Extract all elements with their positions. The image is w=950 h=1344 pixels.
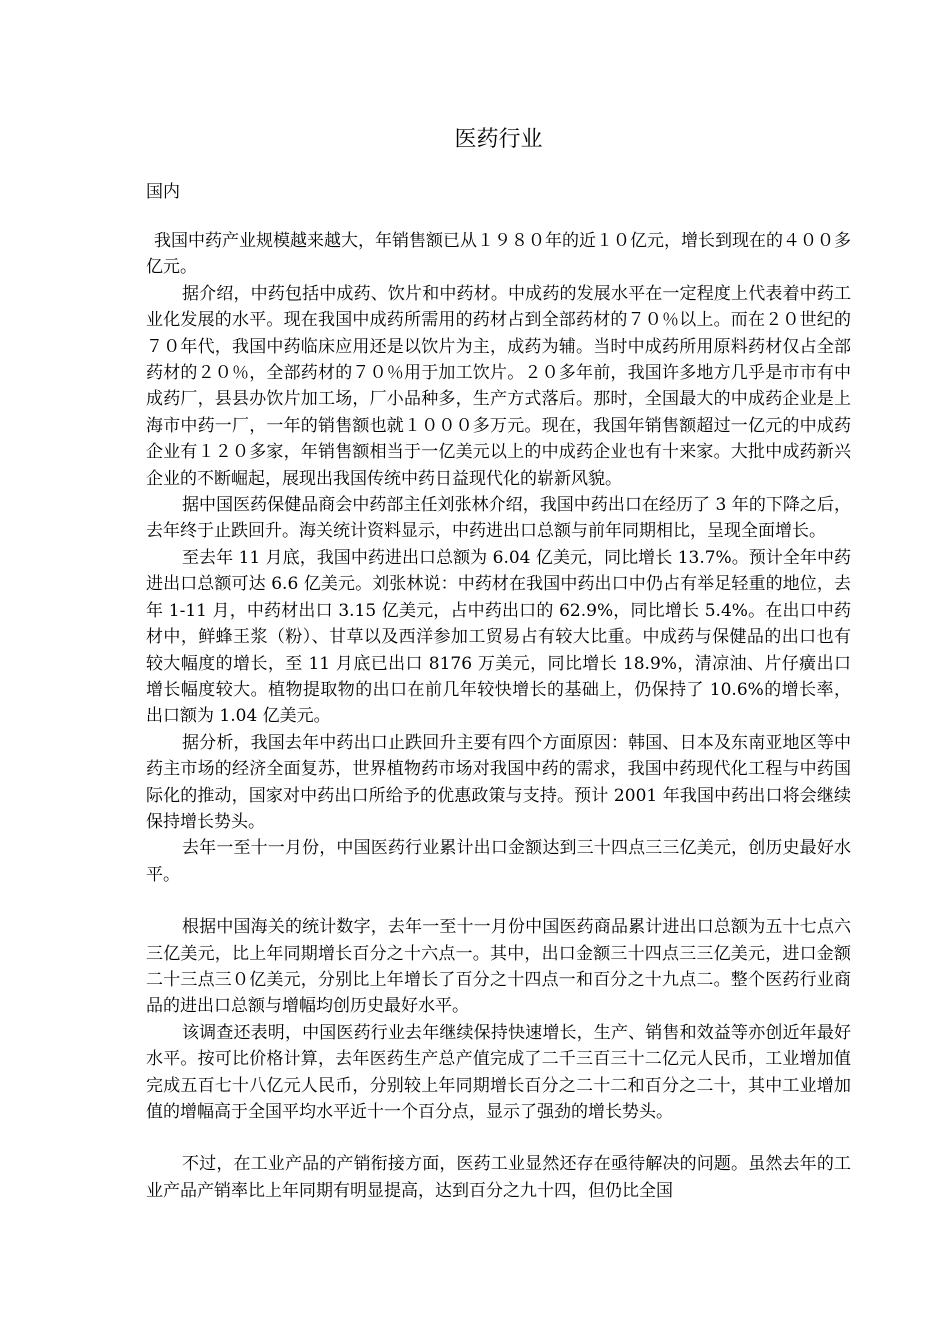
paragraph: 据介绍，中药包括中成药、饮片和中药材。中成药的发展水平在一定程度上代表着中药工业化发展的水平。现在我国中成药所需用的药材占到全部药材的７０％以上。而在２０世纪的７０年代，我国中药临床应用还是以饮片为主，成药为辅。当时中成药所用原料药材仅占全部药材的２０％，全部药材的７０％用于加工饮片。２０多年前，我国许多地方几乎是市市有中成药厂，县县办饮片加工场，厂小品种多，生产方式落后。那时，全国最大的中成药企业是上海市中药一厂，一年的销售额也就１０００多万元。现在，我国年销售额超过一亿元的中成药企业有１２０多家，年销售额相当于一亿美元以上的中成药企业也有十来家。大批中成药新兴企业的不断崛起，展现出我国传统中药日益现代化的崭新风貌。	[146, 283, 851, 489]
document-body	[146, 228, 851, 1204]
section-label: 国内	[146, 182, 180, 202]
paragraph: 去年一至十一月份，中国医药行业累计出口金额达到三十四点三三亿美元，创历史最好水平。	[146, 838, 851, 885]
paragraph: 该调查还表明，中国医药行业去年继续保持快速增长，生产、销售和效益等亦创近年最好水平。按可比价格计算，去年医药生产总产值完成了二千三百三十二亿元人民币，工业增加值完成五百七十八亿元人民币，分别较上年同期增长百分之二十二和百分之二十，其中工业增加值的增幅高于全国平均水平近十一个百分点，显示了强劲的增长势头。	[146, 1022, 851, 1122]
paragraph: 据分析，我国去年中药出口止跌回升主要有四个方面原因：韩国、日本及东南亚地区等中药主市场的经济全面复苏，世界植物药市场对我国中药的需求，我国中药现代化工程与中药国际化的推动，国家对中药出口所给予的优惠政策与支持。预计 2001 年我国中药出口将会继续保持增长势头。	[146, 732, 851, 832]
paragraph: 不过，在工业产品的产销衔接方面，医药工业显然还存在亟待解决的问题。虽然去年的工业产品产销率比上年同期有明显提高，达到百分之九十四，但仍比全国	[146, 1154, 851, 1201]
paragraph: 至去年 11 月底，我国中药进出口总额为 6.04 亿美元，同比增长 13.7%。预计全年中药进出口总额可达 6.6 亿美元。刘张林说：中药材在我国中药出口中仍占有举足轻重的地位，去年 1-11 月，中药材出口 3.15 亿美元，占中药出口的 62.9%，同比增长 5.4%。在出口中药材中，鲜蜂王浆（粉）、甘草以及西洋参加工贸易占有较大比重。中成药与保健品的出口也有较大幅度的增长，至 11 月底已出口 8176 万美元，同比增长 18.9%，清凉油、片仔癀出口增长幅度较大。植物提取物的出口在前几年较快增长的基础上，仍保持了 10.6%的增长率，出口额为 1.04 亿美元。	[146, 547, 851, 727]
paragraph-gap	[146, 1125, 851, 1151]
paragraph-gap	[146, 888, 851, 914]
paragraph: 根据中国海关的统计数字，去年一至十一月份中国医药商品累计进出口总额为五十七点六三亿美元，比上年同期增长百分之十六点一。其中，出口金额三十四点三三亿美元，进口金额二十三点三０亿美元，分别比上年增长了百分之十四点一和百分之十九点二。整个医药行业商品的进出口总额与增幅均创历史最好水平。	[146, 917, 851, 1017]
paragraph: 我国中药产业规模越来越大，年销售额已从１９８０年的近１０亿元，增长到现在的４００多亿元。	[146, 231, 851, 278]
document-title: 医药行业	[454, 127, 543, 152]
paragraph: 据中国医药保健品商会中药部主任刘张林介绍，我国中药出口在经历了 3 年的下降之后，去年终于止跌回升。海关统计资料显示，中药进出口总额与前年同期相比，呈现全面增长。	[146, 495, 851, 542]
